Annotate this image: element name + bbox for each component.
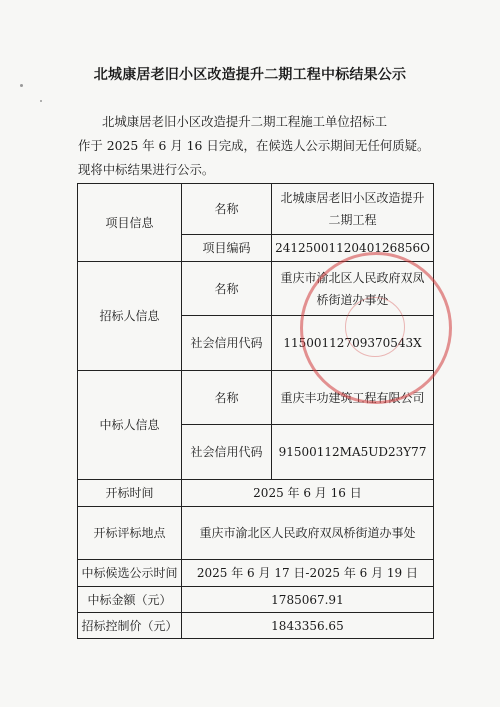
publicity-value: 2025 年 6 月 17 日-2025 年 6 月 19 日 xyxy=(181,560,433,587)
opening-time-label: 开标时间 xyxy=(78,480,182,507)
winner-credit-value: 91500112MA5UD23Y77 xyxy=(272,425,434,480)
intro-line: 作于 2025 年 6 月 16 日完成，在候选人公示期间无任何质疑。 xyxy=(78,138,430,153)
tenderer-info-header: 招标人信息 xyxy=(78,262,182,371)
project-code-label: 项目编码 xyxy=(181,235,271,262)
control-price-label: 招标控制价（元） xyxy=(78,613,182,639)
project-name-value: 北城康居老旧小区改造提升二期工程 xyxy=(272,184,434,235)
tenderer-name-label: 名称 xyxy=(181,262,271,316)
venue-value: 重庆市渝北区人民政府双凤桥街道办事处 xyxy=(181,507,433,560)
publicity-label: 中标候选公示时间 xyxy=(78,560,182,587)
control-price-value: 1843356.65 xyxy=(181,613,433,639)
intro-line: 现将中标结果进行公示。 xyxy=(78,162,215,177)
winner-name-value: 重庆丰功建筑工程有限公司 xyxy=(272,371,434,425)
scan-speck xyxy=(20,84,23,87)
scan-speck xyxy=(40,100,42,102)
award-table xyxy=(77,183,434,639)
project-name-label: 名称 xyxy=(181,184,271,235)
tenderer-credit-value: 11500112709370543X xyxy=(272,316,434,371)
amount-value: 1785067.91 xyxy=(181,587,433,613)
intro-paragraph xyxy=(78,110,444,182)
project-code-value: 2412500112040126856O xyxy=(272,235,434,262)
winner-name-label: 名称 xyxy=(181,371,271,425)
winner-credit-label: 社会信用代码 xyxy=(181,425,271,480)
document-title: 北城康居老旧小区改造提升二期工程中标结果公示 xyxy=(93,67,407,83)
opening-time-value: 2025 年 6 月 16 日 xyxy=(181,480,433,507)
intro-line: 北城康居老旧小区改造提升二期工程施工单位招标工 xyxy=(102,114,387,129)
amount-label: 中标金额（元） xyxy=(78,587,182,613)
tenderer-name-value: 重庆市渝北区人民政府双凤桥街道办事处 xyxy=(272,262,434,316)
winner-info-header: 中标人信息 xyxy=(78,371,182,480)
tenderer-credit-label: 社会信用代码 xyxy=(181,316,271,371)
venue-label: 开标评标地点 xyxy=(78,507,182,560)
project-info-header: 项目信息 xyxy=(78,184,182,262)
